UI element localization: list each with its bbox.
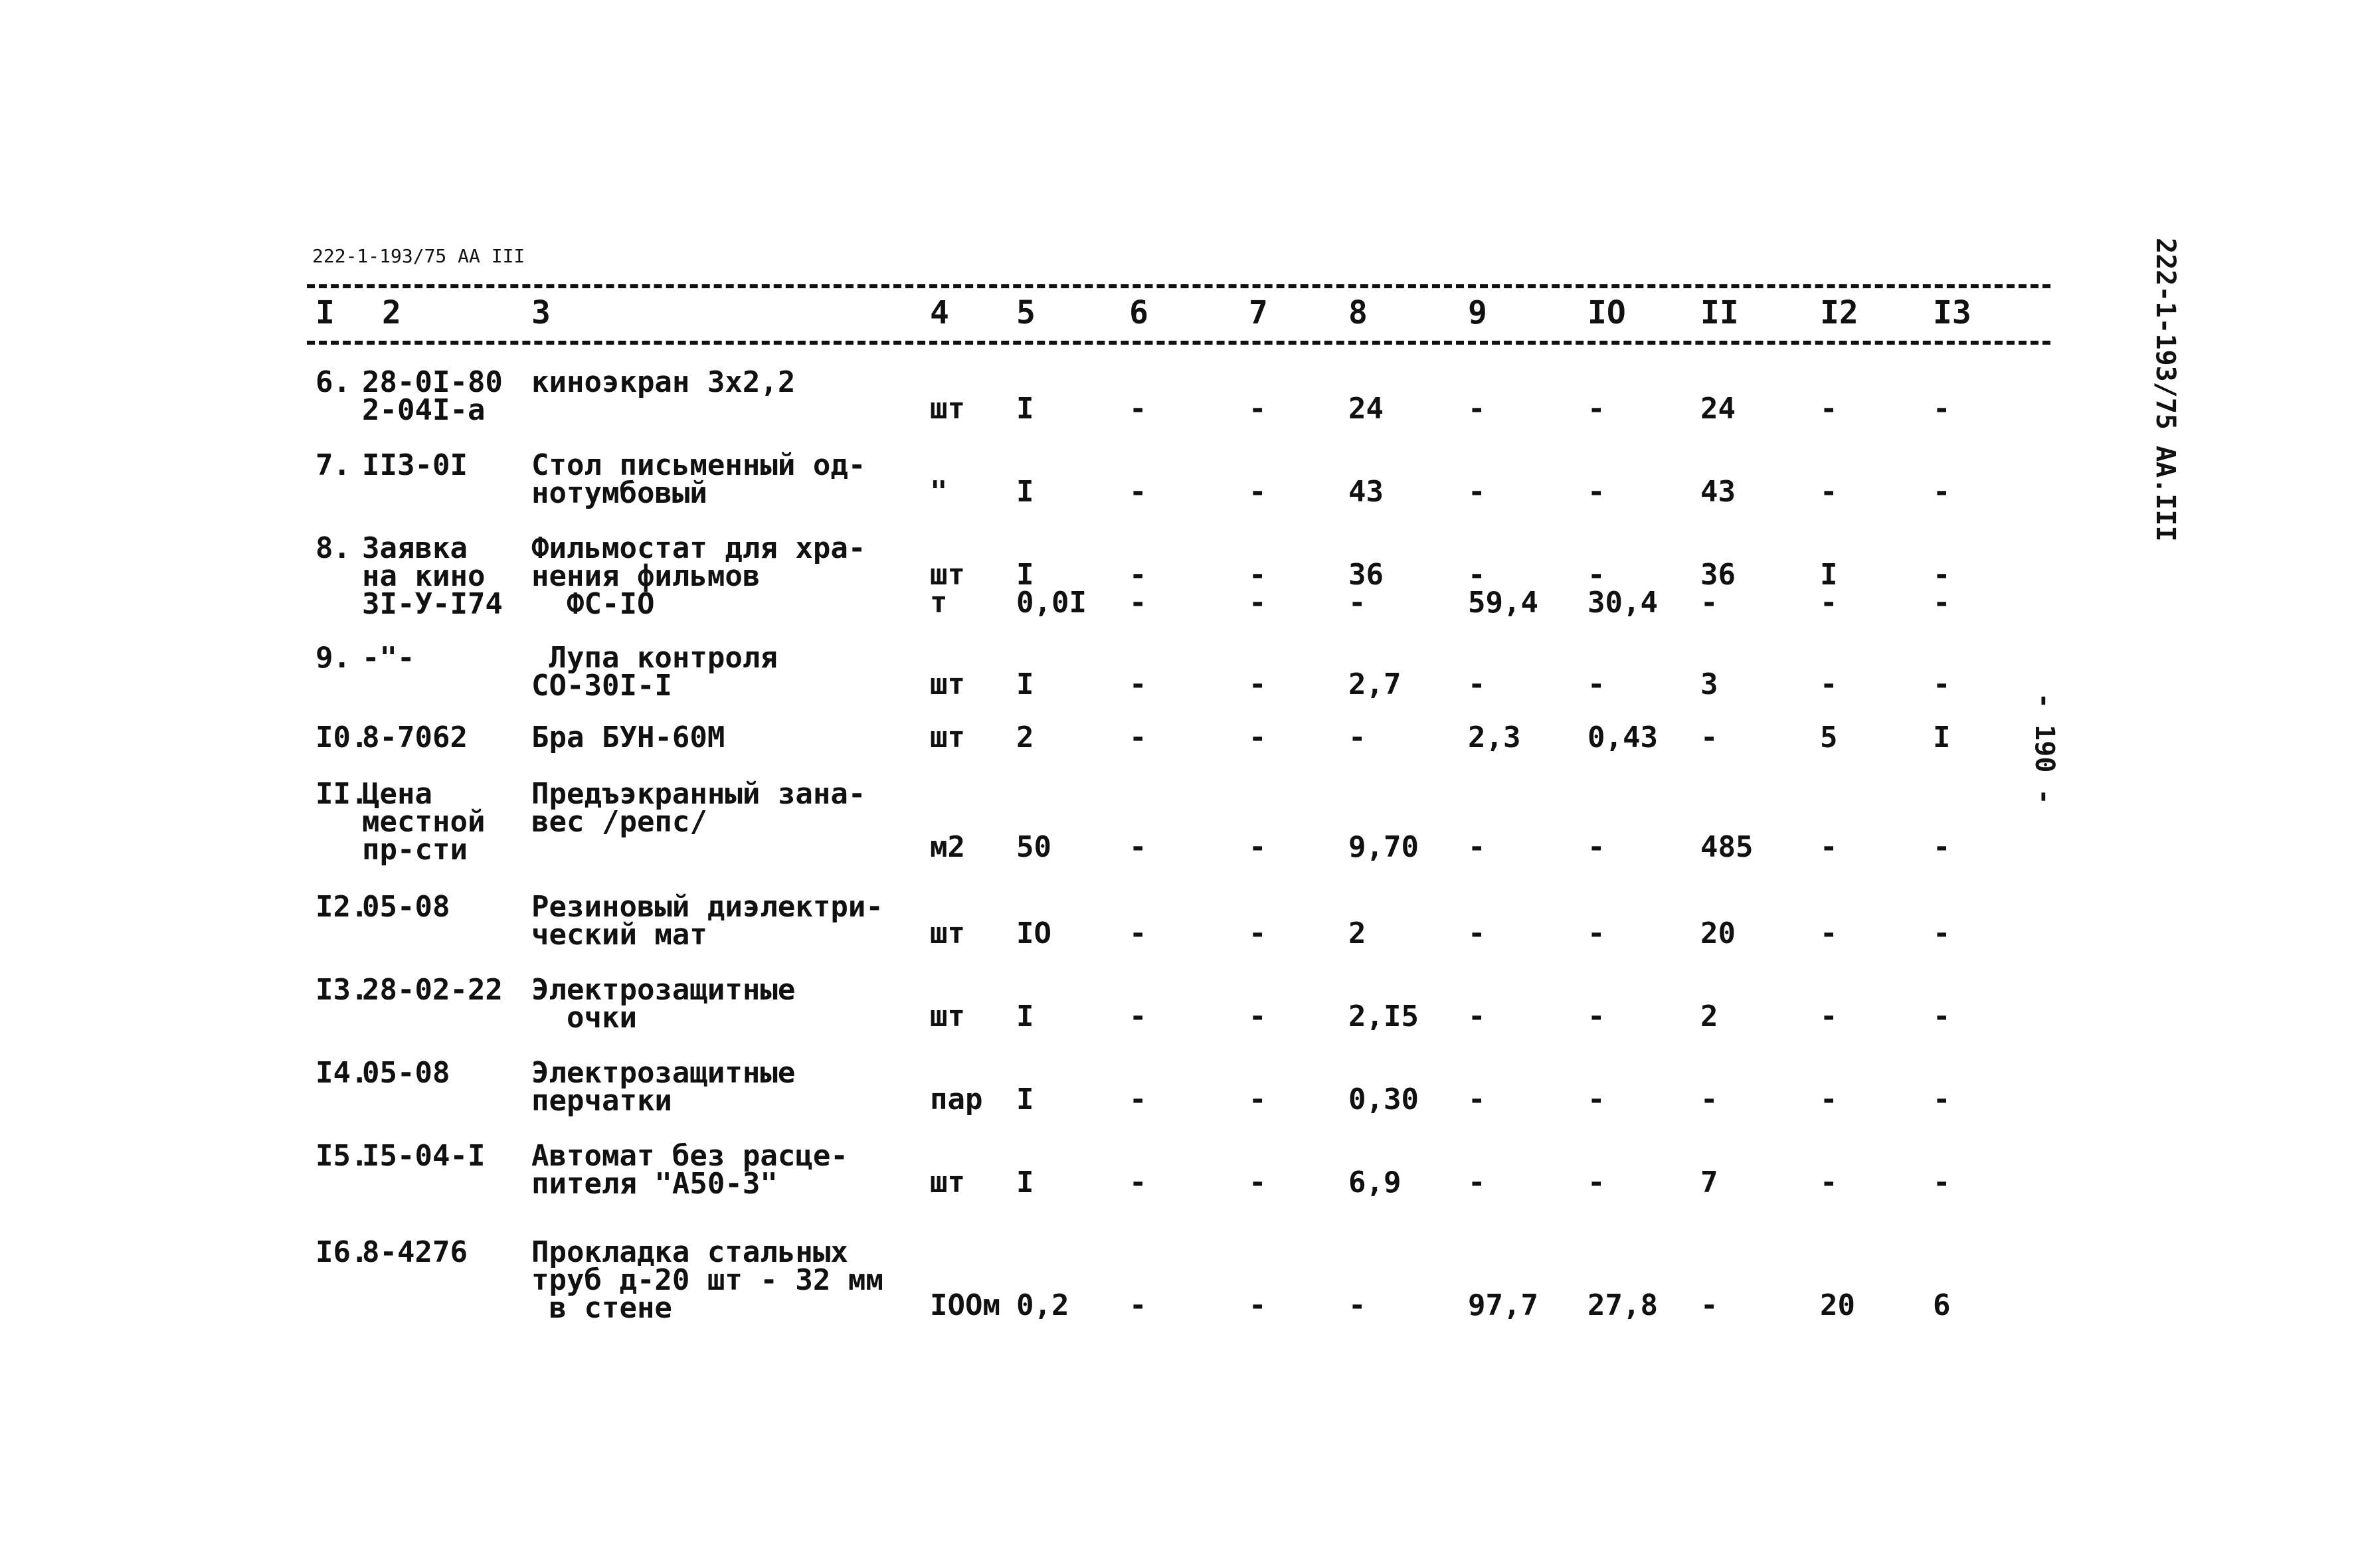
cell-c8: 6,9 xyxy=(1348,1166,1402,1199)
cell-c9: - xyxy=(1468,475,1486,509)
cell-name: Прокладка стальных труб д-20 шт - 32 мм в стене xyxy=(531,1235,883,1325)
column-header-13: I3 xyxy=(1933,294,1971,331)
cell-c10: - xyxy=(1587,1000,1605,1033)
cell-c12: - xyxy=(1820,1083,1838,1116)
cell-c11: 36 - xyxy=(1700,558,1736,620)
cell-code: 8-4276 xyxy=(362,1235,468,1269)
cell-c13: - xyxy=(1933,830,1951,864)
column-header-11: II xyxy=(1700,294,1739,331)
cell-unit: шт xyxy=(930,916,965,950)
cell-c8: 9,70 xyxy=(1348,830,1419,864)
cell-name: Лупа контроля СО-30I-I xyxy=(531,641,778,703)
cell-c11: 24 xyxy=(1700,392,1736,426)
header-rule-bottom xyxy=(307,341,2050,345)
cell-c11: 7 xyxy=(1700,1166,1718,1199)
cell-code: Цена местной пр-сти xyxy=(362,777,486,867)
cell-c10: - xyxy=(1587,392,1605,426)
cell-c13: - xyxy=(1933,1083,1951,1116)
cell-c12: - xyxy=(1820,830,1838,864)
cell-c8: 36 - xyxy=(1348,558,1384,620)
cell-c8: 2,7 xyxy=(1348,667,1402,701)
cell-code: 28-02-22 xyxy=(362,973,503,1007)
cell-name: Автомат без расце- пителя "А50-3" xyxy=(531,1139,848,1201)
cell-num: I6. xyxy=(316,1235,369,1269)
cell-c7: - xyxy=(1249,1000,1267,1033)
cell-num: 8. xyxy=(316,531,351,565)
cell-unit: шт xyxy=(930,392,965,426)
cell-c6: - xyxy=(1129,916,1147,950)
cell-num: I3. xyxy=(316,973,369,1007)
cell-c9: - xyxy=(1468,1083,1486,1116)
cell-c7: - xyxy=(1249,1083,1267,1116)
column-header-12: I2 xyxy=(1820,294,1858,331)
cell-c12: I - xyxy=(1820,558,1838,620)
cell-c10: 27,8 xyxy=(1587,1288,1658,1322)
cell-c5: I xyxy=(1016,475,1034,509)
cell-unit: пар xyxy=(930,1083,983,1116)
cell-c12: 5 xyxy=(1820,721,1838,754)
cell-c5: 0,2 xyxy=(1016,1288,1069,1322)
cell-c12: - xyxy=(1820,1166,1838,1199)
cell-c5: 50 xyxy=(1016,830,1051,864)
cell-code: 05-08 xyxy=(362,890,450,924)
cell-c12: - xyxy=(1820,475,1838,509)
cell-c9: 97,7 xyxy=(1468,1288,1538,1322)
cell-name: Бра БУН-60М xyxy=(531,721,725,754)
cell-name: Фильмостат для хра- нения фильмов ФС-IO xyxy=(531,531,866,621)
cell-c8: 2,I5 xyxy=(1348,1000,1419,1033)
cell-c7: - xyxy=(1249,1166,1267,1199)
cell-c8: 2 xyxy=(1348,916,1366,950)
header-rule-top xyxy=(307,284,2050,288)
cell-c9: - xyxy=(1468,1000,1486,1033)
cell-c11: 3 xyxy=(1700,667,1718,701)
cell-c7: - xyxy=(1249,916,1267,950)
cell-c8: 24 xyxy=(1348,392,1384,426)
column-header-5: 5 xyxy=(1016,294,1036,331)
cell-c5: I xyxy=(1016,1083,1034,1116)
cell-code: II3-0I xyxy=(362,448,468,482)
cell-code: 28-0I-80 2-04I-а xyxy=(362,365,503,427)
cell-c5: I xyxy=(1016,667,1034,701)
cell-c5: I xyxy=(1016,1166,1034,1199)
side-document-code: 222-1-193/75 АА.III xyxy=(2150,238,2181,542)
cell-c12: 20 xyxy=(1820,1288,1855,1322)
cell-name: Стол письменный од- нотумбовый xyxy=(531,448,866,510)
cell-c6: - xyxy=(1129,475,1147,509)
cell-unit: шт xyxy=(930,721,965,754)
cell-c11: - xyxy=(1700,1083,1718,1116)
cell-c13: I xyxy=(1933,721,1951,754)
cell-c10: - 30,4 xyxy=(1587,558,1658,620)
cell-code: I5-04-I xyxy=(362,1139,486,1173)
cell-c6: - xyxy=(1129,1000,1147,1033)
cell-c10: 0,43 xyxy=(1587,721,1658,754)
document-code: 222-1-193/75 АА III xyxy=(312,245,525,267)
cell-c5: I xyxy=(1016,1000,1034,1033)
cell-num: 6. xyxy=(316,365,351,399)
cell-c8: 0,30 xyxy=(1348,1083,1419,1116)
cell-c6: - xyxy=(1129,830,1147,864)
column-header-9: 9 xyxy=(1468,294,1487,331)
cell-c5: I 0,0I xyxy=(1016,558,1087,620)
cell-c8: - xyxy=(1348,721,1366,754)
column-header-3: 3 xyxy=(531,294,551,331)
cell-c5: 2 xyxy=(1016,721,1034,754)
cell-name: Предъэкранный зана- вес /репс/ xyxy=(531,777,866,839)
cell-c5: I xyxy=(1016,392,1034,426)
cell-num: 7. xyxy=(316,448,351,482)
cell-code: -"- xyxy=(362,641,415,675)
cell-unit: шт xyxy=(930,1166,965,1199)
cell-name: Электрозащитные очки xyxy=(531,973,796,1035)
cell-code: 8-7062 xyxy=(362,721,468,754)
cell-c13: - xyxy=(1933,667,1951,701)
cell-c10: - xyxy=(1587,475,1605,509)
cell-c6: - xyxy=(1129,667,1147,701)
cell-c11: 2 xyxy=(1700,1000,1718,1033)
cell-c13: - xyxy=(1933,475,1951,509)
cell-c10: - xyxy=(1587,1166,1605,1199)
cell-c9: - xyxy=(1468,392,1486,426)
cell-c5: IO xyxy=(1016,916,1051,950)
cell-c10: - xyxy=(1587,916,1605,950)
cell-c8: 43 xyxy=(1348,475,1384,509)
column-header-8: 8 xyxy=(1348,294,1368,331)
cell-c9: 2,3 xyxy=(1468,721,1521,754)
column-header-10: IO xyxy=(1587,294,1626,331)
cell-c13: - xyxy=(1933,392,1951,426)
column-header-7: 7 xyxy=(1249,294,1268,331)
cell-c13: - xyxy=(1933,916,1951,950)
cell-num: II. xyxy=(316,777,369,811)
cell-c13: - xyxy=(1933,1000,1951,1033)
cell-name: Электрозащитные перчатки xyxy=(531,1056,796,1118)
cell-c11: - xyxy=(1700,1288,1718,1322)
cell-c7: - xyxy=(1249,475,1267,509)
cell-c9: - xyxy=(1468,667,1486,701)
cell-c6: - xyxy=(1129,1083,1147,1116)
cell-c11: - xyxy=(1700,721,1718,754)
cell-unit: шт xyxy=(930,1000,965,1033)
cell-c6: - xyxy=(1129,392,1147,426)
cell-c9: - 59,4 xyxy=(1468,558,1538,620)
cell-name: киноэкран 3х2,2 xyxy=(531,365,796,399)
cell-c6: - xyxy=(1129,1288,1147,1322)
cell-c11: 485 xyxy=(1700,830,1754,864)
column-header-4: 4 xyxy=(930,294,949,331)
cell-c6: - xyxy=(1129,1166,1147,1199)
page-number: - 190 - xyxy=(2029,693,2060,805)
cell-unit: IOOм xyxy=(930,1288,1000,1322)
cell-c11: 20 xyxy=(1700,916,1736,950)
cell-unit: м2 xyxy=(930,830,965,864)
cell-c6: - xyxy=(1129,721,1147,754)
cell-c6: - - xyxy=(1129,558,1147,620)
column-header-6: 6 xyxy=(1129,294,1148,331)
cell-c10: - xyxy=(1587,667,1605,701)
cell-c10: - xyxy=(1587,1083,1605,1116)
cell-num: I2. xyxy=(316,890,369,924)
cell-c12: - xyxy=(1820,667,1838,701)
cell-c11: 43 xyxy=(1700,475,1736,509)
cell-num: I0. xyxy=(316,721,369,754)
cell-c7: - xyxy=(1249,721,1267,754)
cell-c9: - xyxy=(1468,1166,1486,1199)
cell-code: 05-08 xyxy=(362,1056,450,1090)
cell-c7: - - xyxy=(1249,558,1267,620)
cell-name: Резиновый диэлектри- ческий мат xyxy=(531,890,883,952)
cell-c9: - xyxy=(1468,916,1486,950)
cell-unit: " xyxy=(930,475,948,509)
cell-unit: шт xyxy=(930,667,965,701)
cell-c7: - xyxy=(1249,392,1267,426)
cell-unit: шт т xyxy=(930,558,965,620)
column-header-2: 2 xyxy=(382,294,401,331)
cell-c12: - xyxy=(1820,1000,1838,1033)
cell-c10: - xyxy=(1587,830,1605,864)
cell-code: Заявка на кино 3I-У-I74 xyxy=(362,531,503,621)
cell-num: I4. xyxy=(316,1056,369,1090)
cell-num: I5. xyxy=(316,1139,369,1173)
cell-c13: - xyxy=(1933,1166,1951,1199)
cell-c9: - xyxy=(1468,830,1486,864)
cell-c12: - xyxy=(1820,392,1838,426)
column-header-1: I xyxy=(316,294,335,331)
cell-c8: - xyxy=(1348,1288,1366,1322)
cell-num: 9. xyxy=(316,641,351,675)
cell-c7: - xyxy=(1249,1288,1267,1322)
cell-c7: - xyxy=(1249,830,1267,864)
cell-c13: - - xyxy=(1933,558,1951,620)
cell-c7: - xyxy=(1249,667,1267,701)
cell-c13: 6 xyxy=(1933,1288,1951,1322)
cell-c12: - xyxy=(1820,916,1838,950)
